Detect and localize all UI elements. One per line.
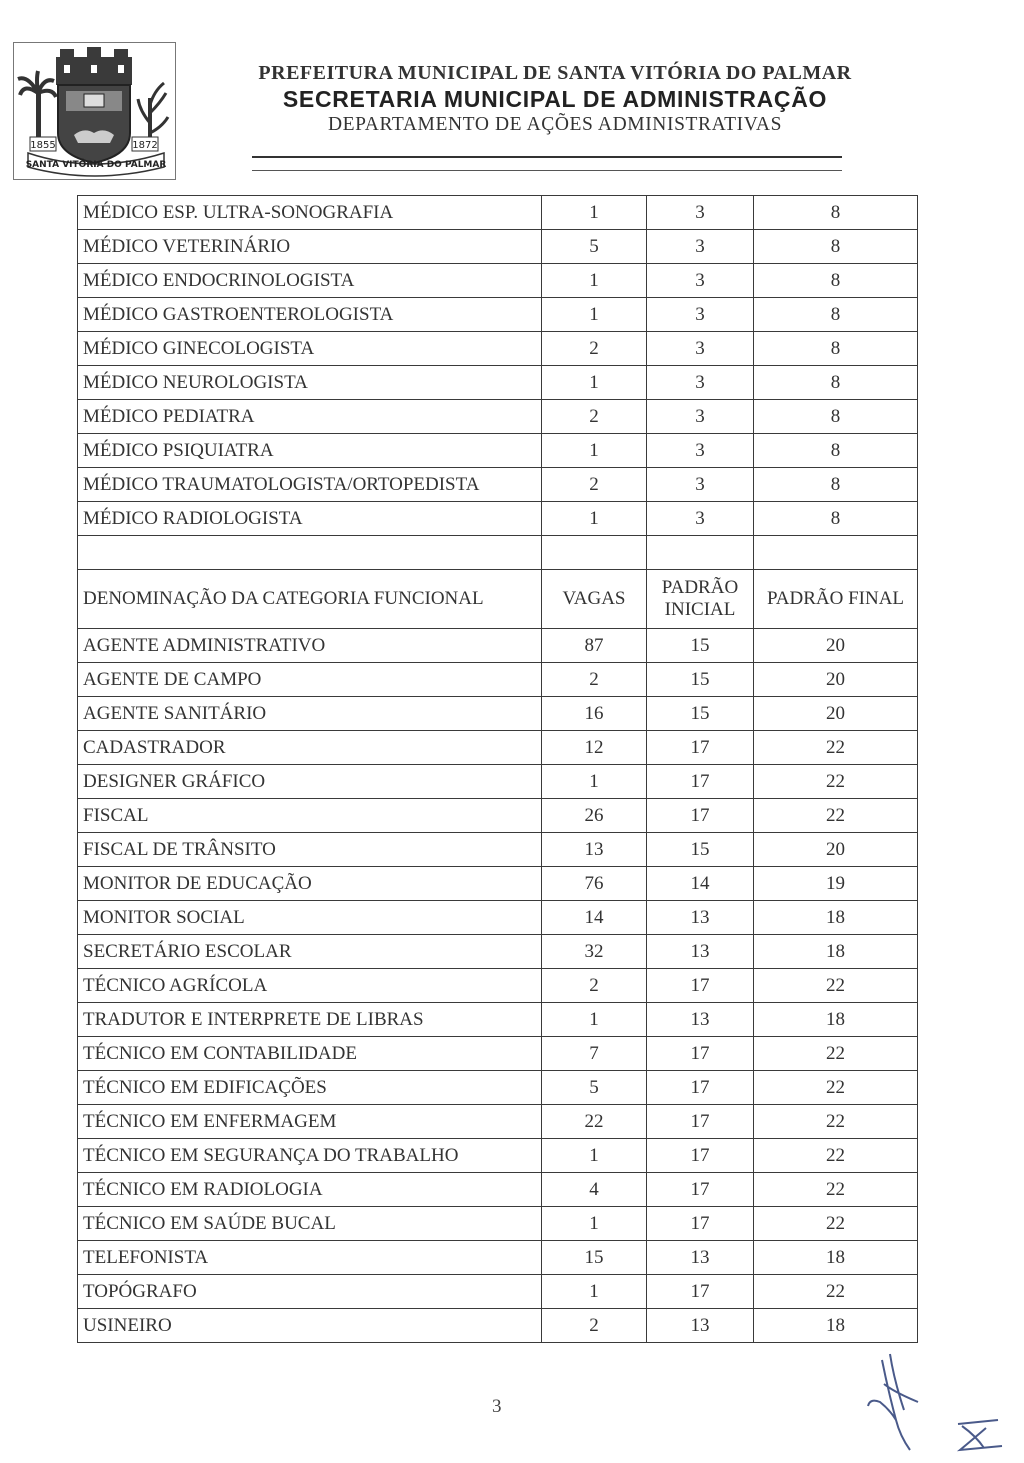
cell-padrao-inicial: 3	[647, 468, 754, 502]
cell-padrao-inicial: 17	[647, 799, 754, 833]
cell-padrao-final: 22	[754, 765, 918, 799]
col-header-vagas: VAGAS	[542, 570, 647, 629]
cell-vagas: 4	[542, 1173, 647, 1207]
cell-padrao-inicial: 13	[647, 1003, 754, 1037]
cell-padrao-final: 8	[754, 196, 918, 230]
cell-padrao-inicial: 3	[647, 332, 754, 366]
palm-tree-icon	[18, 71, 56, 141]
cell-padrao-inicial: 17	[647, 969, 754, 1003]
cell-denominacao: MÉDICO ESP. ULTRA-SONOGRAFIA	[78, 196, 542, 230]
cell-padrao-final: 18	[754, 901, 918, 935]
cell-vagas: 12	[542, 731, 647, 765]
cell-denominacao: MÉDICO VETERINÁRIO	[78, 230, 542, 264]
cell-denominacao: MONITOR SOCIAL	[78, 901, 542, 935]
cell-denominacao: TÉCNICO EM EDIFICAÇÕES	[78, 1071, 542, 1105]
cell-padrao-inicial: 13	[647, 1241, 754, 1275]
letterhead	[205, 62, 905, 136]
cell-padrao-inicial: 15	[647, 629, 754, 663]
table-row	[78, 468, 918, 502]
cell-padrao-inicial: 17	[647, 731, 754, 765]
cell-padrao-final: 22	[754, 1139, 918, 1173]
cell-padrao-final: 8	[754, 434, 918, 468]
cell-denominacao: MÉDICO GINECOLOGISTA	[78, 332, 542, 366]
cell-vagas: 2	[542, 663, 647, 697]
cell-denominacao: MÉDICO NEUROLOGISTA	[78, 366, 542, 400]
cell-denominacao: SECRETÁRIO ESCOLAR	[78, 935, 542, 969]
cell-denominacao: CADASTRADOR	[78, 731, 542, 765]
cell-vagas: 87	[542, 629, 647, 663]
table-row	[78, 867, 918, 901]
cell-vagas: 1	[542, 1139, 647, 1173]
table-row	[78, 765, 918, 799]
cell-padrao-inicial: 17	[647, 1037, 754, 1071]
cell-padrao-final: 18	[754, 1241, 918, 1275]
crest-year-left: 1855	[30, 140, 56, 151]
table-row	[78, 935, 918, 969]
table-row	[78, 1275, 918, 1309]
cell-padrao-final: 18	[754, 935, 918, 969]
table-header-row	[78, 570, 918, 629]
cell-padrao-final: 8	[754, 502, 918, 536]
cell-padrao-final: 22	[754, 1275, 918, 1309]
cell-padrao-inicial: 17	[647, 1071, 754, 1105]
cell-vagas: 5	[542, 230, 647, 264]
vacancies-table	[77, 195, 918, 1343]
cell-padrao-inicial: 3	[647, 196, 754, 230]
cell-vagas: 7	[542, 1037, 647, 1071]
cell-padrao-inicial: 17	[647, 1139, 754, 1173]
cell-denominacao: FISCAL	[78, 799, 542, 833]
cell-padrao-inicial: 15	[647, 833, 754, 867]
table-row	[78, 799, 918, 833]
table-row	[78, 1071, 918, 1105]
table-row	[78, 1173, 918, 1207]
cell-padrao-inicial: 3	[647, 434, 754, 468]
cell-denominacao: DESIGNER GRÁFICO	[78, 765, 542, 799]
table-row	[78, 1207, 918, 1241]
cell-padrao-final: 20	[754, 697, 918, 731]
cell-vagas: 13	[542, 833, 647, 867]
cell-vagas: 1	[542, 434, 647, 468]
cell-denominacao: TÉCNICO EM RADIOLOGIA	[78, 1173, 542, 1207]
grain-plant-icon	[138, 83, 168, 143]
medico-rows	[78, 196, 918, 536]
table-row	[78, 1309, 918, 1343]
cell-padrao-final: 8	[754, 366, 918, 400]
cell-padrao-inicial: 3	[647, 230, 754, 264]
cell-padrao-inicial: 3	[647, 264, 754, 298]
cell-padrao-inicial: 13	[647, 1309, 754, 1343]
table-row	[78, 901, 918, 935]
table-row	[78, 434, 918, 468]
cell-padrao-inicial: 3	[647, 400, 754, 434]
table-row	[78, 332, 918, 366]
cell-padrao-final: 22	[754, 1037, 918, 1071]
cell-padrao-final: 22	[754, 1071, 918, 1105]
cell-padrao-final: 22	[754, 799, 918, 833]
header-rule-thin	[252, 170, 842, 171]
cell-denominacao: AGENTE ADMINISTRATIVO	[78, 629, 542, 663]
cell-denominacao: AGENTE SANITÁRIO	[78, 697, 542, 731]
cell-denominacao: TÉCNICO EM ENFERMAGEM	[78, 1105, 542, 1139]
cell-vagas: 5	[542, 1071, 647, 1105]
cell-denominacao: MÉDICO TRAUMATOLOGISTA/ORTOPEDISTA	[78, 468, 542, 502]
cell-denominacao: FISCAL DE TRÂNSITO	[78, 833, 542, 867]
col-header-padrao-final: PADRÃO FINAL	[754, 570, 918, 629]
cell-padrao-final: 22	[754, 969, 918, 1003]
cell-padrao-final: 8	[754, 400, 918, 434]
cell-padrao-inicial: 15	[647, 697, 754, 731]
col-header-padrao-inicial-line1: PADRÃO	[661, 577, 739, 599]
cell-denominacao: USINEIRO	[78, 1309, 542, 1343]
cell-vagas: 1	[542, 1207, 647, 1241]
cell-padrao-final: 18	[754, 1309, 918, 1343]
table-row	[78, 1241, 918, 1275]
cell-denominacao: MONITOR DE EDUCAÇÃO	[78, 867, 542, 901]
table-row	[78, 400, 918, 434]
cell-padrao-final: 22	[754, 1207, 918, 1241]
cell-padrao-final: 20	[754, 663, 918, 697]
cell-padrao-inicial: 15	[647, 663, 754, 697]
cell-padrao-final: 8	[754, 264, 918, 298]
mural-crown-icon	[56, 47, 132, 85]
cell-vagas: 2	[542, 400, 647, 434]
page-number: 3	[492, 1396, 502, 1417]
cell-padrao-final: 22	[754, 1173, 918, 1207]
cell-padrao-inicial: 13	[647, 901, 754, 935]
cell-denominacao: MÉDICO RADIOLOGISTA	[78, 502, 542, 536]
table-row	[78, 663, 918, 697]
departamento-title: DEPARTAMENTO DE AÇÕES ADMINISTRATIVAS	[327, 114, 783, 135]
category-rows	[78, 629, 918, 1343]
cell-padrao-inicial: 14	[647, 867, 754, 901]
cell-denominacao: TÉCNICO EM SEGURANÇA DO TRABALHO	[78, 1139, 542, 1173]
crest-year-right: 1872	[132, 140, 158, 151]
shield-icon	[58, 85, 130, 163]
cell-padrao-inicial: 17	[647, 1105, 754, 1139]
cell-padrao-final: 22	[754, 1105, 918, 1139]
table-row	[78, 697, 918, 731]
table-row	[78, 196, 918, 230]
cell-vagas: 32	[542, 935, 647, 969]
header-rule-thick	[252, 156, 842, 158]
cell-padrao-final: 8	[754, 468, 918, 502]
table-row	[78, 264, 918, 298]
table-row	[78, 366, 918, 400]
prefeitura-title: PREFEITURA MUNICIPAL DE SANTA VITÓRIA DO PALMAR	[258, 62, 852, 84]
cell-denominacao: TÉCNICO EM CONTABILIDADE	[78, 1037, 542, 1071]
table-row	[78, 502, 918, 536]
cell-vagas: 1	[542, 502, 647, 536]
municipal-crest	[13, 42, 176, 180]
cell-vagas: 15	[542, 1241, 647, 1275]
cell-padrao-inicial: 17	[647, 765, 754, 799]
cell-padrao-inicial: 3	[647, 298, 754, 332]
blank-row	[78, 536, 918, 570]
cell-padrao-inicial: 17	[647, 1275, 754, 1309]
cell-padrao-final: 19	[754, 867, 918, 901]
cell-vagas: 1	[542, 298, 647, 332]
table-row	[78, 1139, 918, 1173]
col-header-padrao-inicial	[647, 570, 754, 629]
col-header-denominacao: DENOMINAÇÃO DA CATEGORIA FUNCIONAL	[78, 570, 542, 629]
cell-padrao-inicial: 3	[647, 366, 754, 400]
cell-padrao-final: 20	[754, 629, 918, 663]
cell-vagas: 26	[542, 799, 647, 833]
cell-denominacao: AGENTE DE CAMPO	[78, 663, 542, 697]
cell-vagas: 1	[542, 1275, 647, 1309]
table-row	[78, 833, 918, 867]
cell-denominacao: MÉDICO PEDIATRA	[78, 400, 542, 434]
table-row	[78, 230, 918, 264]
cell-denominacao: TÉCNICO AGRÍCOLA	[78, 969, 542, 1003]
cell-vagas: 2	[542, 332, 647, 366]
table-row	[78, 731, 918, 765]
table-row	[78, 298, 918, 332]
cell-vagas: 1	[542, 264, 647, 298]
cell-padrao-inicial: 3	[647, 502, 754, 536]
table-row	[78, 1003, 918, 1037]
cell-vagas: 76	[542, 867, 647, 901]
cell-padrao-final: 8	[754, 332, 918, 366]
cell-padrao-final: 8	[754, 298, 918, 332]
handwritten-initials	[860, 1340, 1010, 1455]
cell-padrao-final: 22	[754, 731, 918, 765]
table-row	[78, 1105, 918, 1139]
cell-vagas: 1	[542, 366, 647, 400]
cell-vagas: 2	[542, 1309, 647, 1343]
cell-denominacao: TÉCNICO EM SAÚDE BUCAL	[78, 1207, 542, 1241]
cell-denominacao: MÉDICO ENDOCRINOLOGISTA	[78, 264, 542, 298]
cell-vagas: 14	[542, 901, 647, 935]
cell-vagas: 22	[542, 1105, 647, 1139]
cell-denominacao: TRADUTOR E INTERPRETE DE LIBRAS	[78, 1003, 542, 1037]
secretaria-title: SECRETARIA MUNICIPAL DE ADMINISTRAÇÃO	[282, 86, 828, 112]
cell-padrao-final: 18	[754, 1003, 918, 1037]
cell-vagas: 1	[542, 1003, 647, 1037]
table-row	[78, 969, 918, 1003]
crest-banner-text: SANTA VITÓRIA DO PALMAR	[25, 160, 167, 170]
cell-padrao-inicial: 17	[647, 1173, 754, 1207]
cell-vagas: 1	[542, 196, 647, 230]
cell-vagas: 16	[542, 697, 647, 731]
cell-padrao-final: 20	[754, 833, 918, 867]
cell-padrao-inicial: 13	[647, 935, 754, 969]
table-row	[78, 1037, 918, 1071]
cell-vagas: 2	[542, 969, 647, 1003]
cell-vagas: 2	[542, 468, 647, 502]
cell-padrao-final: 8	[754, 230, 918, 264]
cell-padrao-inicial: 17	[647, 1207, 754, 1241]
cell-denominacao: MÉDICO GASTROENTEROLOGISTA	[78, 298, 542, 332]
cell-denominacao: TELEFONISTA	[78, 1241, 542, 1275]
cell-denominacao: TOPÓGRAFO	[78, 1275, 542, 1309]
cell-denominacao: MÉDICO PSIQUIATRA	[78, 434, 542, 468]
table-row	[78, 629, 918, 663]
col-header-padrao-inicial-line2: INICIAL	[664, 599, 736, 620]
cell-vagas: 1	[542, 765, 647, 799]
